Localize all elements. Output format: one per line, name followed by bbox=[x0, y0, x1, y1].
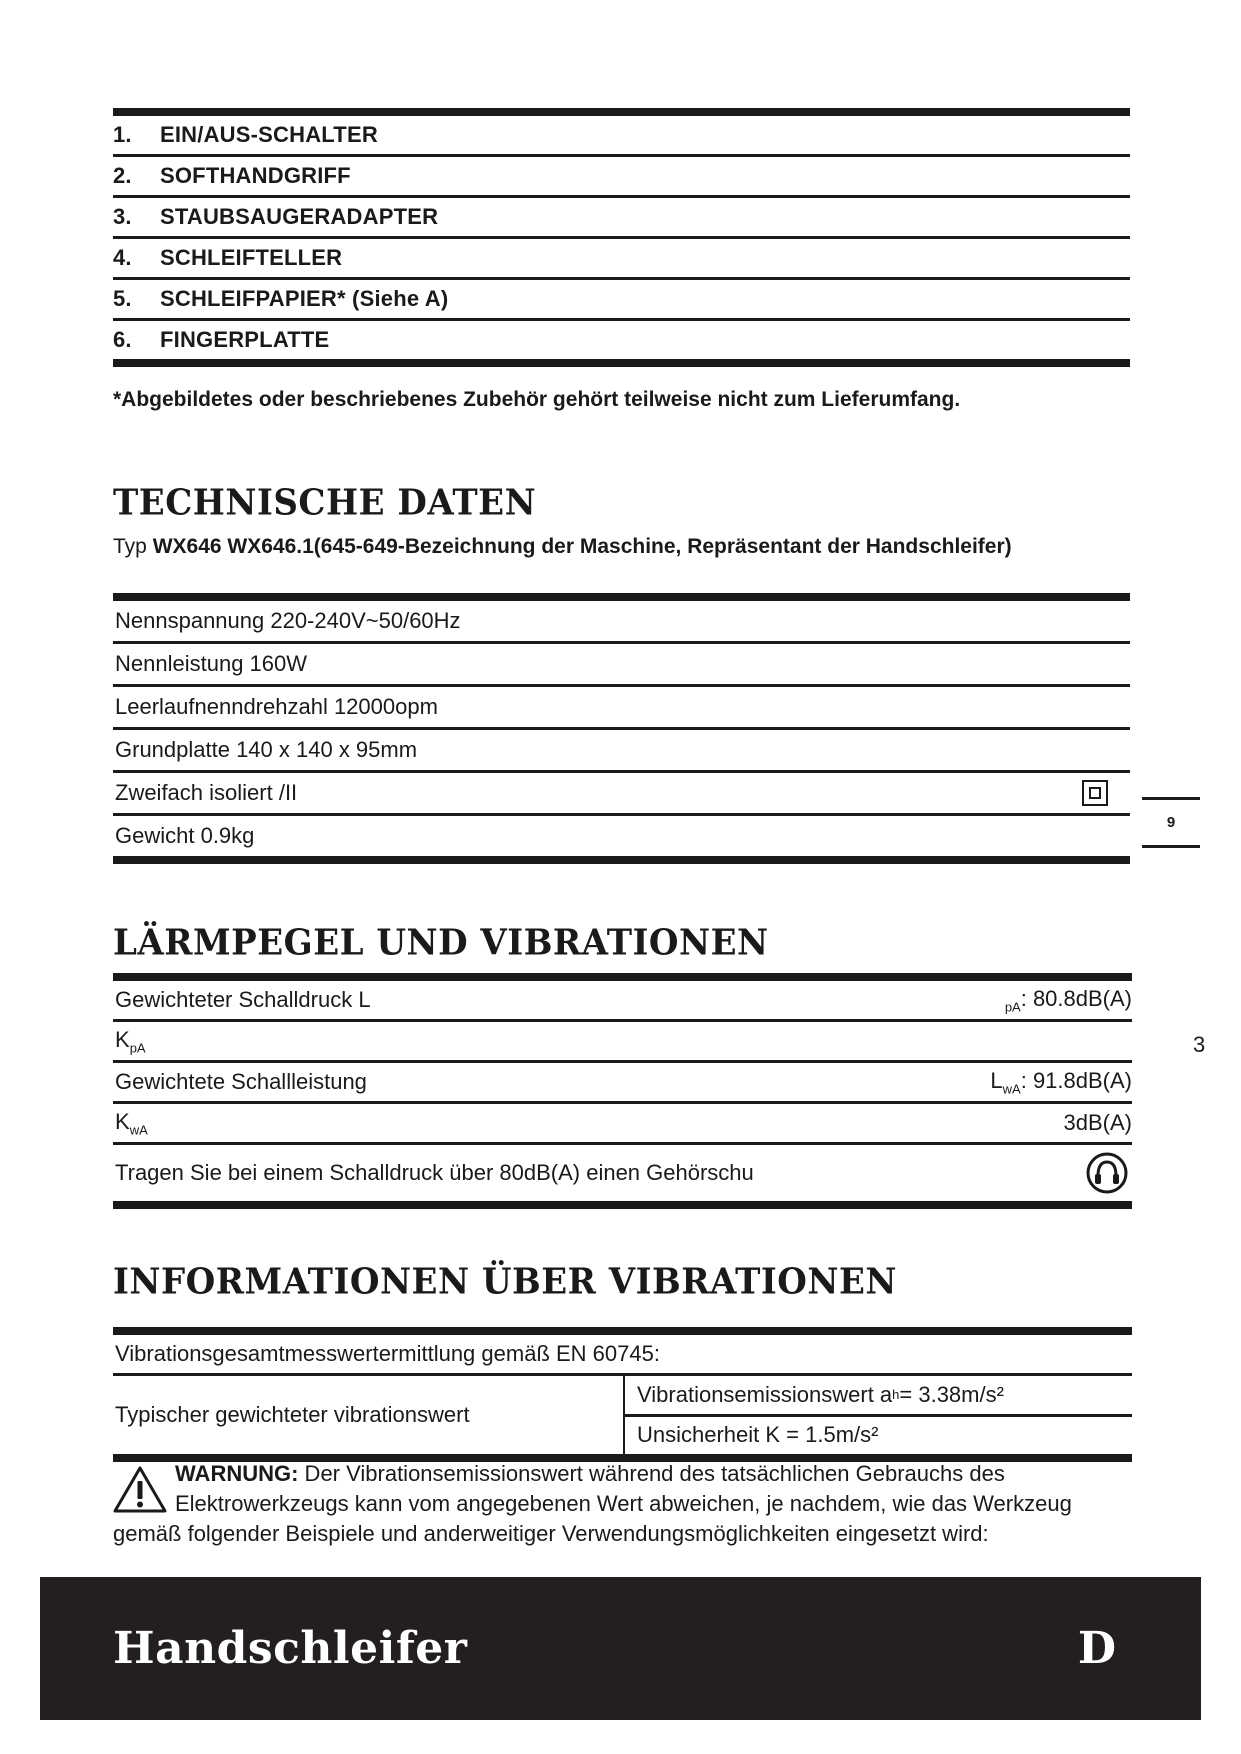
table-row: Typischer gewichteter vibrationswert Vibrationsemissionswert a h = 3.38m/s² Unsicherheit K = 1.5m/s² bbox=[113, 1376, 1132, 1454]
parts-list bbox=[113, 108, 1130, 367]
ear-protection-icon bbox=[1086, 1152, 1128, 1194]
table-row: Nennspannung 220-240V~50/60Hz bbox=[113, 597, 1130, 643]
page-number: 9 bbox=[1142, 797, 1200, 848]
language-letter: D bbox=[1077, 1623, 1116, 1674]
list-item: 4. SCHLEIFTELLER bbox=[113, 239, 1130, 280]
table-row: Zweifach isoliert /II bbox=[113, 772, 1130, 815]
list-item: 2. SOFTHANDGRIFF bbox=[113, 157, 1130, 198]
table-row: Gewichtete Schallleistung $L_{wA}$: 91.8dB(A) bbox=[113, 1062, 1132, 1103]
list-item: 6. FINGERPLATTE bbox=[113, 327, 330, 352]
table-row: Gewicht 0.9kg bbox=[113, 815, 1130, 861]
noise-table bbox=[113, 973, 1132, 1209]
list-item: 1. EIN/AUS-SCHALTER bbox=[113, 116, 1130, 157]
footer-title: Handschleifer bbox=[113, 1623, 468, 1674]
vibration-warning: WARNUNG: Der Vibrationsemissionswert während des tatsächlichen Gebrauchs des Elektrowerkzeugs kann vom angegebenen Wert abweichen, je nachdem, wie das Werkzeug gemäß folgender Beispiele und anderweitiger Verwendungsmöglichkeiten eingesetzt wird: bbox=[113, 1461, 1072, 1546]
vibration-heading: INFORMATIONEN ÜBER VIBRATIONEN bbox=[113, 1261, 897, 1303]
table-row: Grundplatte 140 x 140 x 95mm bbox=[113, 729, 1130, 772]
list-item: 5. SCHLEIFPAPIER* (Siehe A) bbox=[113, 280, 1130, 321]
table-row: Leerlaufnenndrehzahl 12000opm bbox=[113, 686, 1130, 729]
warning-icon bbox=[113, 1465, 167, 1513]
tech-data-table bbox=[113, 593, 1130, 864]
tech-data-heading: TECHNISCHE DATEN bbox=[113, 482, 537, 524]
noise-heading: LÄRMPEGEL UND VIBRATIONEN bbox=[113, 922, 769, 964]
table-row: Vibrationsgesamtmesswertermittlung gemäß EN 60745: bbox=[113, 1335, 1132, 1376]
footer-bar bbox=[40, 1577, 1201, 1720]
table-row: $K_{pA}$ bbox=[113, 1021, 1132, 1062]
accessory-footnote: *Abgebildetes oder beschriebenes Zubehör gehört teilweise nicht zum Lieferumfang. bbox=[113, 388, 961, 411]
double-insulation-icon bbox=[1082, 780, 1108, 806]
table-row: Gewichteter Schalldruck L $_{pA}$: 80.8dB(A) bbox=[113, 977, 1132, 1021]
type-designation: Typ WX646 WX646.1(645-649-Bezeichnung der Maschine, Repräsentant der Handschleifer) bbox=[113, 535, 1012, 558]
list-item: 3. STAUBSAUGERADAPTER bbox=[113, 198, 1130, 239]
vibration-table bbox=[113, 1327, 1132, 1462]
edge-character: 3 bbox=[1193, 1032, 1206, 1057]
table-row: $K_{wA}$ 3dB(A) bbox=[113, 1103, 1132, 1144]
table-row: Nennleistung 160W bbox=[113, 643, 1130, 686]
table-row: Tragen Sie bei einem Schalldruck über 80dB(A) einen Gehörschu bbox=[113, 1144, 1132, 1206]
